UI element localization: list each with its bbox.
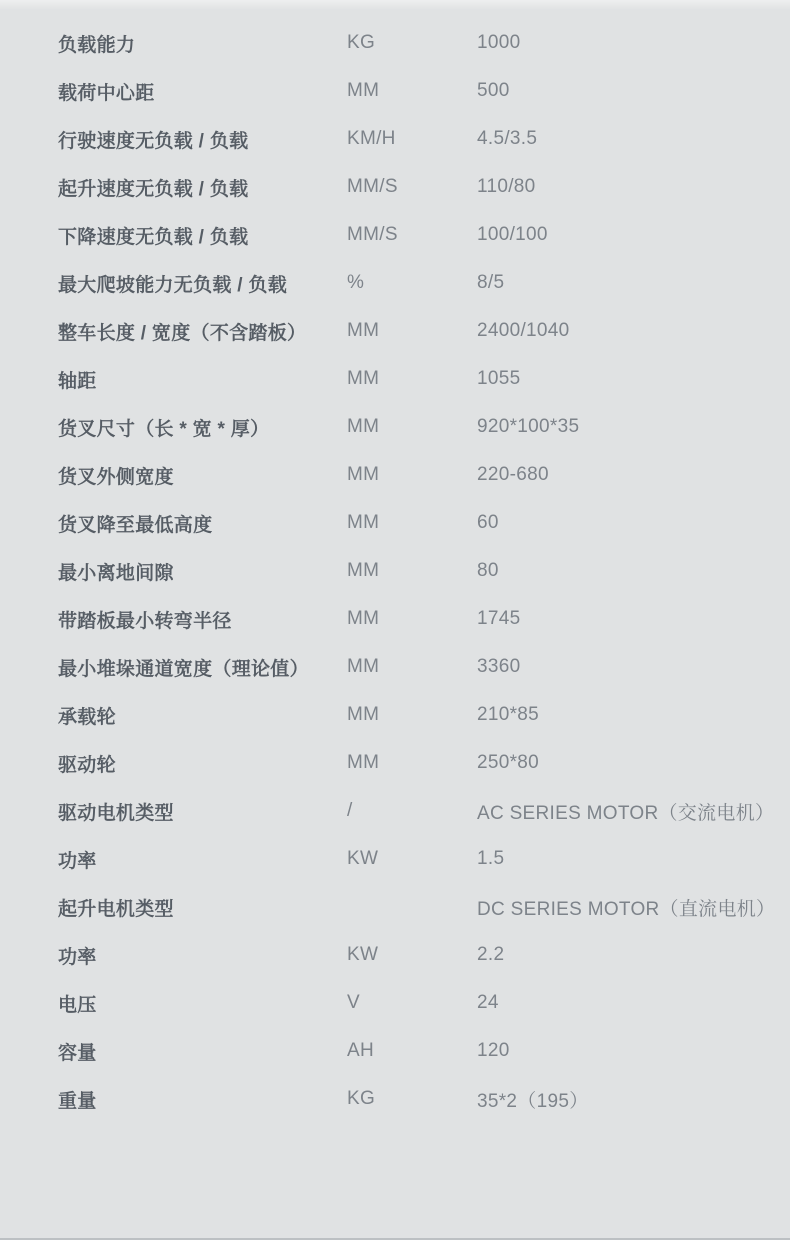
spec-row: [58, 883, 776, 931]
spec-row: [58, 1027, 770, 1075]
spec-unit: %: [347, 272, 365, 293]
spec-unit: MM: [347, 752, 380, 773]
spec-parameter-label: 驱动电机类型: [58, 802, 174, 824]
spec-parameter-label: 下降速度无负载 / 负载: [58, 226, 249, 248]
spec-parameter-label: 货叉尺寸（长 * 宽 * 厚）: [58, 418, 270, 440]
spec-value: 2400/1040: [477, 320, 570, 341]
spec-value: 1055: [477, 368, 521, 389]
spec-unit: KW: [347, 848, 379, 869]
spec-parameter-label: 承载轮: [58, 706, 116, 728]
spec-value: DC SERIES MOTOR（直流电机）: [477, 898, 776, 920]
spec-row: [58, 163, 770, 211]
spec-parameter-label: 负载能力: [58, 34, 136, 56]
spec-value: 120: [477, 1040, 510, 1061]
spec-row: [58, 1075, 770, 1123]
spec-unit: MM: [347, 320, 380, 341]
spec-parameter-label: 最小离地间隙: [58, 562, 174, 584]
spec-unit: KW: [347, 944, 379, 965]
spec-value: 1745: [477, 608, 521, 629]
spec-unit: MM: [347, 608, 380, 629]
spec-row: [58, 499, 770, 547]
spec-unit: MM/S: [347, 224, 398, 245]
spec-unit: KG: [347, 1088, 376, 1109]
spec-parameter-label: 功率: [58, 946, 97, 968]
spec-value: 2.2: [477, 944, 505, 965]
spec-unit: MM: [347, 416, 380, 437]
spec-row: [58, 931, 770, 979]
spec-row: [58, 787, 775, 835]
spec-parameter-label: 驱动轮: [58, 754, 116, 776]
spec-unit: MM: [347, 464, 380, 485]
spec-parameter-label: 货叉降至最低高度: [58, 514, 213, 536]
spec-value: 100/100: [477, 224, 548, 245]
spec-parameter-label: 行驶速度无负载 / 负载: [58, 130, 249, 152]
spec-row: [58, 547, 770, 595]
spec-unit: V: [347, 992, 360, 1013]
spec-value: 80: [477, 560, 499, 581]
spec-parameter-label: 载荷中心距: [58, 82, 155, 104]
spec-value: 250*80: [477, 752, 540, 773]
spec-row: [58, 979, 770, 1027]
spec-value: 220-680: [477, 464, 549, 485]
spec-value: 35*2（195）: [477, 1090, 589, 1112]
spec-value: 210*85: [477, 704, 540, 725]
spec-value: 500: [477, 80, 510, 101]
spec-value: 8/5: [477, 272, 505, 293]
spec-parameter-label: 货叉外侧宽度: [58, 466, 174, 488]
spec-unit: MM: [347, 560, 380, 581]
spec-parameter-label: 最大爬坡能力无负载 / 负载: [58, 274, 288, 296]
spec-value: 60: [477, 512, 499, 533]
spec-row: [58, 19, 770, 67]
spec-value: 3360: [477, 656, 521, 677]
spec-value: 24: [477, 992, 499, 1013]
spec-row: [58, 403, 770, 451]
spec-parameter-label: 功率: [58, 850, 97, 872]
spec-row: [58, 115, 770, 163]
spec-value: 1000: [477, 32, 521, 53]
spec-unit: KG: [347, 32, 376, 53]
spec-row: [58, 739, 770, 787]
spec-value: AC SERIES MOTOR（交流电机）: [477, 802, 775, 824]
spec-row: [58, 451, 770, 499]
spec-row: [58, 691, 770, 739]
spec-row: [58, 595, 770, 643]
spec-row: [58, 259, 770, 307]
spec-parameter-label: 整车长度 / 宽度（不含踏板）: [58, 322, 307, 344]
spec-parameter-label: 起升速度无负载 / 负载: [58, 178, 249, 200]
spec-parameter-label: 最小堆垛通道宽度（理论值）: [58, 658, 309, 680]
spec-unit: AH: [347, 1040, 374, 1061]
spec-parameter-label: 电压: [58, 994, 97, 1016]
spec-row: [58, 835, 770, 883]
spec-row: [58, 643, 770, 691]
spec-value: 110/80: [477, 176, 536, 197]
spec-value: 920*100*35: [477, 416, 580, 437]
spec-unit: MM: [347, 704, 380, 725]
spec-unit: MM: [347, 512, 380, 533]
spec-parameter-label: 轴距: [58, 370, 97, 392]
spec-row: [58, 355, 770, 403]
spec-unit: MM: [347, 656, 380, 677]
spec-value: 1.5: [477, 848, 505, 869]
spec-unit: /: [347, 800, 353, 821]
spec-unit: MM/S: [347, 176, 398, 197]
spec-value: 4.5/3.5: [477, 128, 538, 149]
spec-parameter-label: 重量: [58, 1090, 97, 1112]
spec-row: [58, 307, 770, 355]
spec-row: [58, 67, 770, 115]
spec-unit: MM: [347, 80, 380, 101]
spec-unit: KM/H: [347, 128, 396, 149]
spec-parameter-label: 带踏板最小转弯半径: [58, 610, 232, 632]
spec-parameter-label: 起升电机类型: [58, 898, 174, 920]
spec-unit: MM: [347, 368, 380, 389]
spec-row: [58, 211, 770, 259]
spec-parameter-label: 容量: [58, 1042, 97, 1064]
